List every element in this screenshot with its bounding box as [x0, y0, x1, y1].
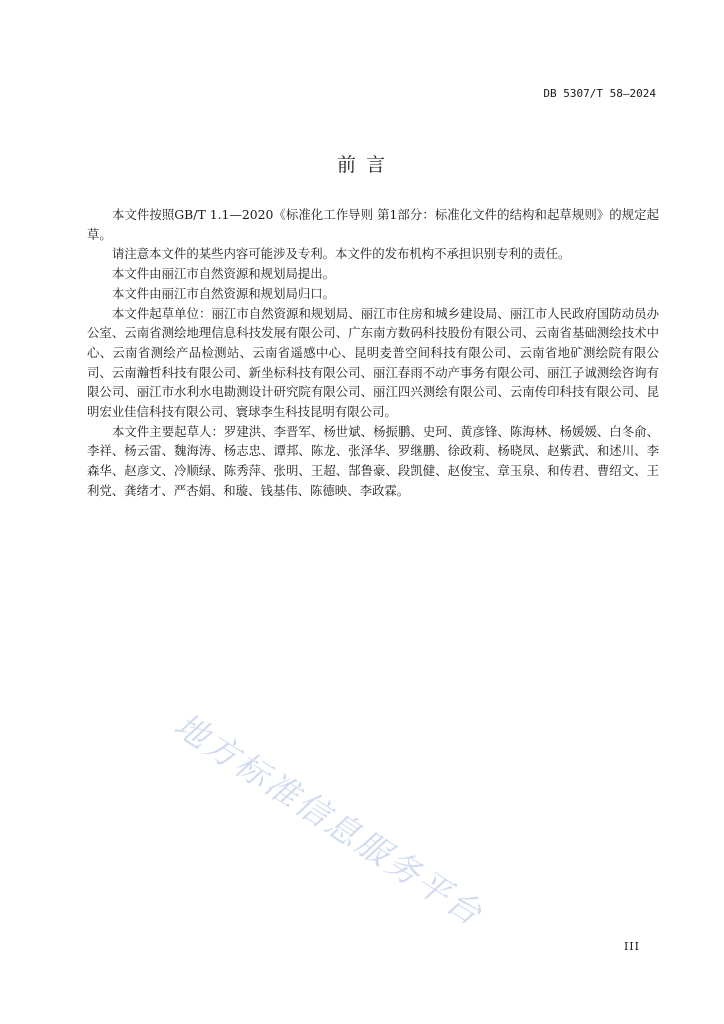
paragraph-proposer: 本文件由丽江市自然资源和规划局提出。	[112, 266, 336, 282]
paragraph-standard-basis: 本文件按照GB/T 1.1—2020《标准化工作导则 第1部分：标准化文件的结构和起草规则》的规定起草。	[87, 207, 659, 242]
paragraph-drafters: 本文件主要起草人：罗建洪、李晋军、杨世斌、杨振鹏、史珂、黄彦锋、陈海林、杨媛媛、白冬俞、李祥、杨云雷、魏海涛、杨志忠、谭邦、陈龙、张泽华、罗继鹏、徐政莉、杨晓凤、赵紫武、和述川、李森华、赵彦文、冷顺绿、陈秀萍、张明、王超、郜鲁豪、段凯健、赵俊宝、章玉泉、和传君、曹绍文、王利党、龚绪才、严杏娟、和璇、钱基伟、陈德映、李政霖。	[87, 423, 659, 498]
paragraph-patent-notice: 请注意本文件的某些内容可能涉及专利。本文件的发布机构不承担识别专利的责任。	[112, 246, 571, 262]
paragraph-administrator: 本文件由丽江市自然资源和规划局归口。	[112, 285, 336, 301]
watermark-text: 地方标准信息服务平台	[167, 705, 491, 934]
page-number: III	[623, 940, 640, 953]
paragraph-drafting-units: 本文件起草单位：丽江市自然资源和规划局、丽江市住房和城乡建设局、丽江市人民政府国防动员办公室、云南省测绘地理信息科技发展有限公司、广东南方数码科技股份有限公司、云南省基础测绘技术中心、云南省测绘产品检测站、云南省遥感中心、昆明麦普空间科技有限公司、云南省地矿测绘院有限公司、云南瀚哲科技有限公司、新坐标科技有限公司、丽江春雨不动产事务有限公司、丽江子诚测绘咨询有限公司、丽江市水利水电勘测设计研究院有限公司、丽江四兴测绘有限公司、云南传印科技有限公司、昆明宏业佳信科技有限公司、寰球李生科技昆明有限公司。	[87, 305, 659, 420]
page-title: 前 言	[336, 154, 388, 176]
preface-body	[87, 205, 659, 501]
document-code: DB 5307/T 58—2024	[543, 87, 656, 100]
